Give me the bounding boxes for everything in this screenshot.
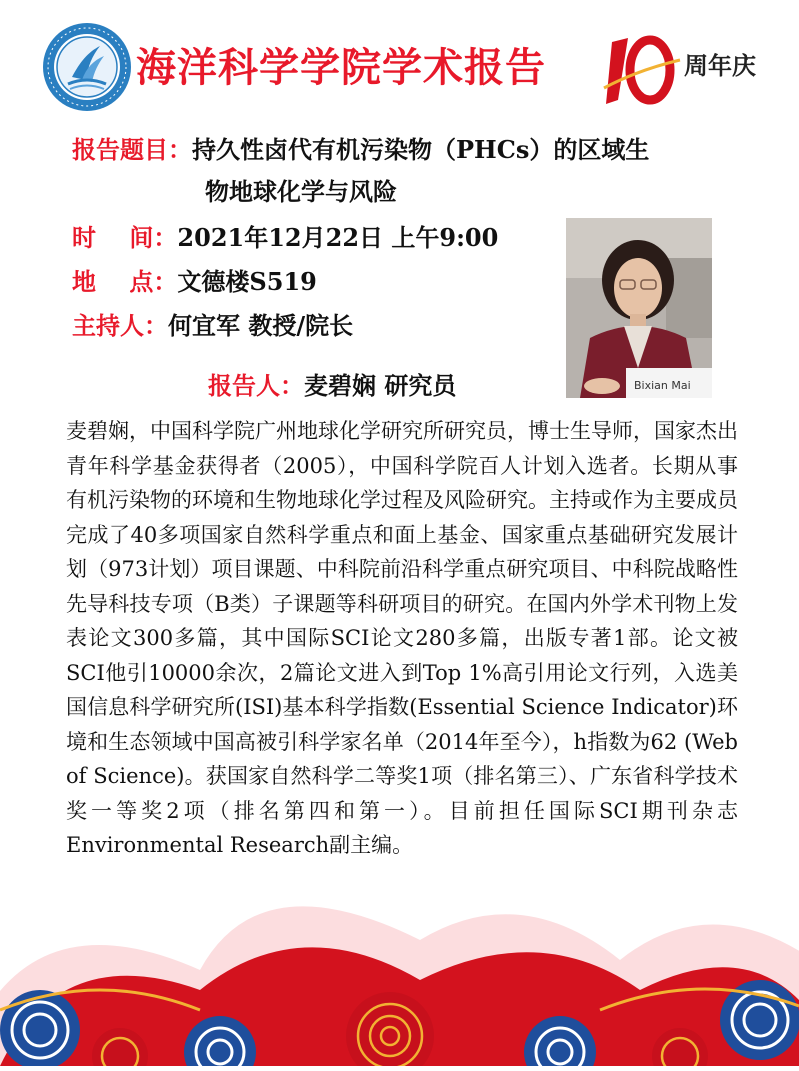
place-row [72, 262, 317, 297]
decorative-cloud-footer [0, 820, 799, 1066]
speaker-label: 报告人： [208, 371, 304, 400]
time-label: 时 间： [72, 223, 178, 252]
speaker-photo [566, 218, 712, 398]
page-title: 海洋科学学院学术报告 [136, 45, 546, 91]
time-row [72, 218, 498, 253]
nameplate-text: Bixian Mai [634, 379, 691, 392]
school-seal-icon [42, 22, 132, 112]
place-value: 文德楼S519 [177, 267, 317, 296]
time-value: 2021年12月22日 上午9:00 [177, 223, 499, 252]
topic-value-line1: 持久性卤代有机污染物（PHCs）的区域生 [192, 135, 650, 164]
speaker-row [208, 366, 456, 401]
host-row [72, 306, 353, 341]
speaker-bio: 麦碧娴，中国科学院广州地球化学研究所研究员，博士生导师，国家杰出青年科学基金获得者（2005），中国科学院百人计划入选者。长期从事有机污染物的环境和生物地球化学过程及风险研究。主持或作为主要成员完成了40多项国家自然科学重点和面上基金、国家重点基础研究发展计划（973计划）项目课题、中科院前沿科学重点研究项目、中科院战略性先导科技专项（B类）子课题等科研项目的研究。在国内外学术刊物上发表论文300多篇，其中国际SCI论文280多篇，出版专著1部。论文被SCI他引10000余次，2篇论文进入到Top 1%高引用论文行列，入选美国信息科学研究所(ISI)基本科学指数(Essential Science Indicator)环境和生态领域中国高被引科学家名单（2014年至今），h指数为62 (Web of Science)。获国家自然科学二等奖1项（排名第三）、广东省科学技术奖一等奖2项（排名第四和第一）。目前担任国际SCI期刊杂志Environmental Research副主编。 [66, 419, 738, 857]
topic-value-line2: 物地球化学与风险 [205, 177, 397, 206]
svg-text:周年庆: 周年庆 [684, 51, 756, 80]
anniversary-badge [598, 30, 764, 110]
place-label: 地 点： [72, 267, 178, 296]
speaker-value: 麦碧娴 研究员 [304, 371, 457, 400]
host-label: 主持人： [72, 311, 168, 340]
topic-label: 报告题目： [72, 135, 192, 164]
topic-row [72, 130, 649, 165]
host-value: 何宜军 教授/院长 [168, 311, 354, 340]
